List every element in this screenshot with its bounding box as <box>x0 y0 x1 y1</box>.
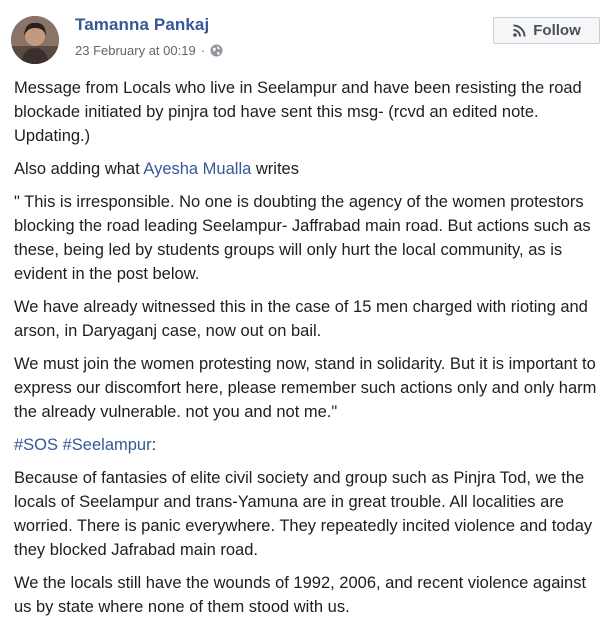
author-name[interactable]: Tamanna Pankaj <box>75 15 210 34</box>
post-body <box>14 76 604 628</box>
paragraph-8: We the locals still have the wounds of 1992, 2006, and recent violence against us by state where none of them stood with us. <box>14 574 587 616</box>
post-timestamp[interactable]: 23 February at 00:19 <box>75 43 196 58</box>
paragraph-1: Message from Locals who live in Seelampur and have been resisting the road blockade initiated by pinjra tod have sent this msg- (rcvd an edited note. Updating.) <box>14 79 582 145</box>
paragraph-2-suffix: writes <box>255 160 299 178</box>
follow-label: Follow <box>533 22 581 39</box>
hashtag-seelampur[interactable]: #Seelampur <box>62 436 152 454</box>
rss-icon <box>512 23 527 38</box>
ayesha-mualla-link[interactable]: Ayesha Mualla <box>143 160 252 178</box>
paragraph-3: " This is irresponsible. No one is doubting the agency of the women protestors blocking the road leading Seelampur- Jaffrabad main road. But actions such as these, being led by students groups will only hurt the local community, as is evident in the post below. <box>14 193 591 283</box>
paragraph-2-prefix: Also adding what <box>14 160 140 178</box>
meta-separator: · <box>200 43 206 58</box>
globe-icon[interactable] <box>210 44 223 57</box>
paragraph-5: We must join the women protesting now, stand in solidarity. But it is important to express our discomfort here, please remember such actions only and only harm the already vulnerable. not you and not me." <box>14 355 597 421</box>
paragraph-7: Because of fantasies of elite civil society and group such as Pinjra Tod, we the locals of Seelampur and trans-Yamuna are in great trouble. All localities are worried. There is panic everywhere. They repeatedly incited violence and today they blocked Jafrabad main road. <box>14 469 593 559</box>
follow-button[interactable] <box>493 17 600 44</box>
paragraph-2 <box>14 157 604 181</box>
post-header <box>0 0 611 72</box>
post-meta <box>75 43 223 58</box>
paragraph-4: We have already witnessed this in the case of 15 men charged with rioting and arson, in Daryaganj case, now out on bail. <box>14 298 588 340</box>
hashtag-colon: : <box>151 436 157 454</box>
hashtag-sos[interactable]: #SOS <box>14 436 59 454</box>
paragraph-hashtags <box>14 433 604 457</box>
avatar[interactable] <box>11 16 59 64</box>
